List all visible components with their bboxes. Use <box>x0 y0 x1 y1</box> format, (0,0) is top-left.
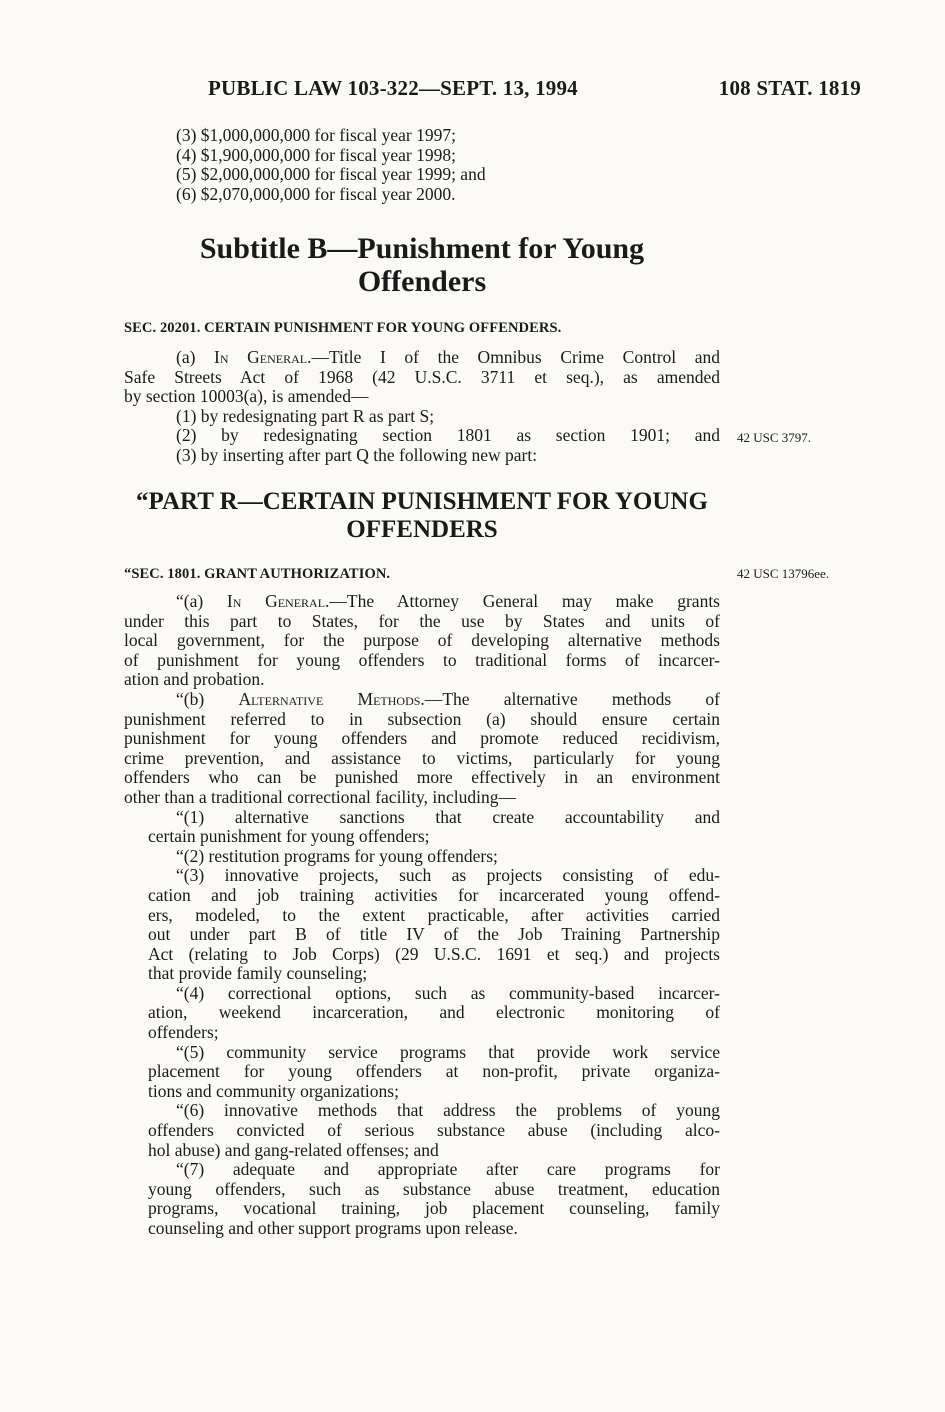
subsection-a-text: —The Attorney General may make grants <box>329 591 720 611</box>
section-20201-heading: SEC. 20201. CERTAIN PUNISHMENT FOR YOUNG OFFENDERS. <box>124 320 562 336</box>
method-item-2 <box>124 847 720 867</box>
running-header-stat-page: 108 STAT. 1819 <box>718 76 861 100</box>
method-item-line: placement for young offenders at non-profit, private organiza- <box>148 1061 720 1082</box>
method-item-line: ers, modeled, to the extent practicable, after activities carried <box>148 904 720 925</box>
list-item: (6) $2,070,000,000 for fiscal year 2000. <box>176 183 456 204</box>
subsection-a-line: local government, for the purpose of developing alternative methods <box>124 630 720 651</box>
section-1801-heading: “SEC. 1801. GRANT AUTHORIZATION. <box>124 566 391 582</box>
part-heading-line-1: “PART R—CERTAIN PUNISHMENT FOR YOUNG <box>136 488 708 515</box>
margin-citation: 42 USC 3797. <box>737 430 812 445</box>
method-item-line: programs, vocational training, job placement counseling, family <box>148 1198 720 1219</box>
subsection-a-line: of punishment for young offenders to traditional forms of incarcer- <box>124 649 720 670</box>
method-item-line: offenders; <box>148 1022 219 1043</box>
margin-citation: 42 USC 13796ee. <box>737 566 830 581</box>
section-20201-body <box>124 348 720 466</box>
subtitle-line-1: Subtitle B—Punishment for Young <box>199 232 645 265</box>
fiscal-year-list <box>176 126 676 204</box>
method-item-line: “(2) restitution programs for young offenders; <box>176 845 498 866</box>
method-item-line: cation and job training activities for incarcerated young offend- <box>148 884 720 905</box>
part-heading-line-2: OFFENDERS <box>346 516 498 543</box>
method-item-1 <box>124 808 720 847</box>
amendment-item: (3) by inserting after part Q the following new part: <box>176 444 538 465</box>
running-header-law: PUBLIC LAW 103-322—SEPT. 13, 1994 <box>208 76 578 100</box>
method-item-line: offenders convicted of serious substance abuse (including alco- <box>148 1120 720 1141</box>
part-r-heading <box>124 488 720 544</box>
amendment-item: (1) by redesignating part R as part S; <box>176 405 435 426</box>
method-item-6 <box>124 1101 720 1160</box>
subsection-a-line: by section 10003(a), is amended— <box>124 386 369 407</box>
method-item-3 <box>124 866 720 984</box>
method-item-line: certain punishment for young offenders; <box>148 826 430 847</box>
subsection-b-line: other than a traditional correctional facility, including— <box>124 786 516 807</box>
method-item-line: “(5) community service programs that provide work service <box>176 1041 720 1062</box>
list-item: (4) $1,900,000,000 for fiscal year 1998; <box>176 144 456 165</box>
method-item-line: ation, weekend incarceration, and electronic monitoring of <box>148 1002 720 1023</box>
list-item: (3) $1,000,000,000 for fiscal year 1997; <box>176 125 456 145</box>
subsection-a-prefix: (a) <box>176 347 215 367</box>
method-item-5 <box>124 1043 720 1102</box>
section-1801-body <box>124 592 720 1239</box>
method-item-line: “(1) alternative sanctions that create accountability and <box>176 806 720 827</box>
subsection-a-line <box>124 592 720 612</box>
subsection-b-line: punishment for young offenders and promote reduced recidivism, <box>124 728 720 749</box>
subsection-a-text: —Title I of the Omnibus Crime Control and <box>311 347 720 367</box>
subsection-a-line <box>124 348 720 368</box>
method-item-4 <box>124 984 720 1043</box>
subtitle-heading <box>124 232 720 298</box>
method-item-line: counseling and other support programs upon release. <box>148 1218 518 1238</box>
subsection-a-prefix: “(a) <box>176 591 227 611</box>
subsection-b-caption: Alternative Methods. <box>238 688 425 709</box>
method-item-line: tions and community organizations; <box>148 1080 399 1101</box>
subsection-b-line <box>124 690 720 710</box>
method-item-line: “(3) innovative projects, such as projects consisting of edu- <box>176 865 720 886</box>
subsection-b-text: —The alternative methods of <box>424 688 720 709</box>
subsection-a-line: ation and probation. <box>124 669 265 690</box>
list-item: (5) $2,000,000,000 for fiscal year 1999; and <box>176 164 486 185</box>
method-item-line: that provide family counseling; <box>148 963 368 984</box>
subsection-b-line: offenders who can be punished more effectively in an environment <box>124 767 720 788</box>
method-item-line: young offenders, such as substance abuse treatment, education <box>148 1178 720 1199</box>
method-item-line: “(6) innovative methods that address the problems of young <box>176 1100 720 1121</box>
subsection-a-caption: In General. <box>226 591 330 611</box>
method-item-7 <box>124 1160 720 1238</box>
method-item-line: out under part B of title IV of the Job Training Partnership <box>148 924 720 945</box>
subsection-a-caption: In General. <box>214 347 312 367</box>
method-item-line: hol abuse) and gang-related offenses; and <box>148 1139 439 1160</box>
subsection-a-line: Safe Streets Act of 1968 (42 U.S.C. 3711 et seq.), as amended <box>124 366 720 387</box>
subsection-b-line: punishment referred to in subsection (a) should ensure certain <box>124 708 720 729</box>
method-item-line: “(4) correctional options, such as community-based incarcer- <box>176 982 720 1003</box>
subsection-b-line: crime prevention, and assistance to victims, particularly for young <box>124 747 720 768</box>
subsection-a-line: under this part to States, for the use by States and units of <box>124 610 720 631</box>
subsection-b-prefix: “(b) <box>176 688 239 709</box>
method-item-line: “(7) adequate and appropriate after care programs for <box>176 1159 720 1180</box>
amendment-item: (2) by redesignating section 1801 as section 1901; and <box>176 425 720 446</box>
subtitle-line-2: Offenders <box>357 265 487 298</box>
method-item-line: Act (relating to Job Corps) (29 U.S.C. 1691 et seq.) and projects <box>148 943 720 964</box>
